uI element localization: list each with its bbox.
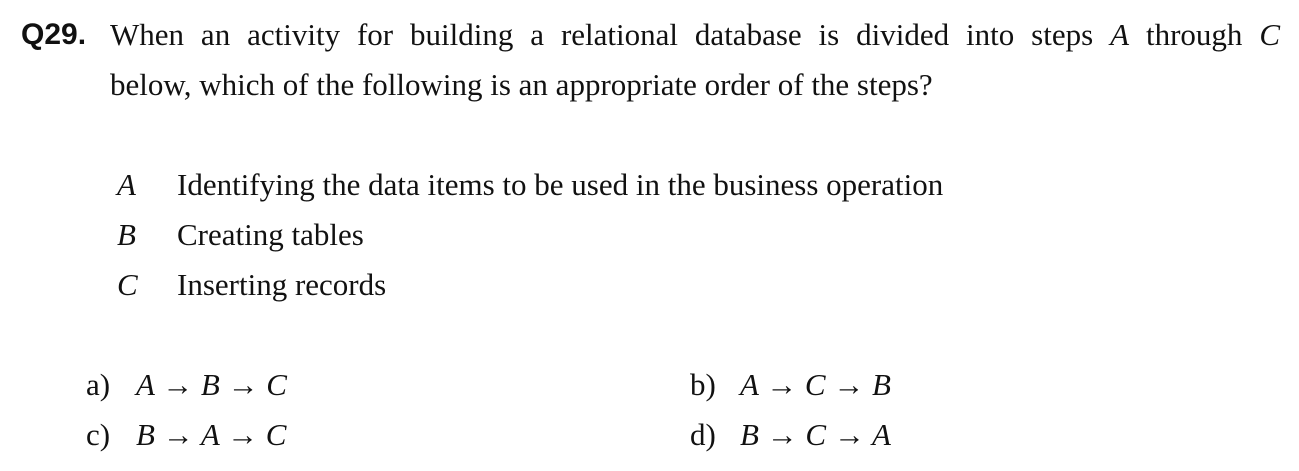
question-through-text: through xyxy=(1145,17,1243,52)
question-number: Q29. xyxy=(21,18,87,51)
question-step-first: A xyxy=(1110,17,1130,52)
question-stem-line-2: below, which of the following is an appropriate order of the steps? xyxy=(110,67,933,102)
question-stem-text: When an activity for building a relational database is divided into steps xyxy=(110,17,1094,52)
choice-sequence: B → A → C xyxy=(136,417,287,452)
question-step-last: C xyxy=(1259,17,1281,52)
step-letter: C xyxy=(117,267,138,302)
choice-sequence: A → B → C xyxy=(136,367,287,402)
choice-label: a) xyxy=(86,367,111,402)
step-letter: B xyxy=(117,217,136,252)
step-text: Inserting records xyxy=(177,267,387,302)
step-text: Creating tables xyxy=(177,217,364,252)
question-stem-line-1 xyxy=(110,15,1280,55)
choice-label: c) xyxy=(86,417,111,452)
choice-sequence: A → C → B xyxy=(740,367,891,402)
step-text: Identifying the data items to be used in the business operation xyxy=(177,167,944,202)
choice-label: d) xyxy=(690,417,716,452)
step-letter: A xyxy=(117,167,136,202)
choice-sequence: B → C → A xyxy=(740,417,891,452)
choice-label: b) xyxy=(690,367,716,402)
